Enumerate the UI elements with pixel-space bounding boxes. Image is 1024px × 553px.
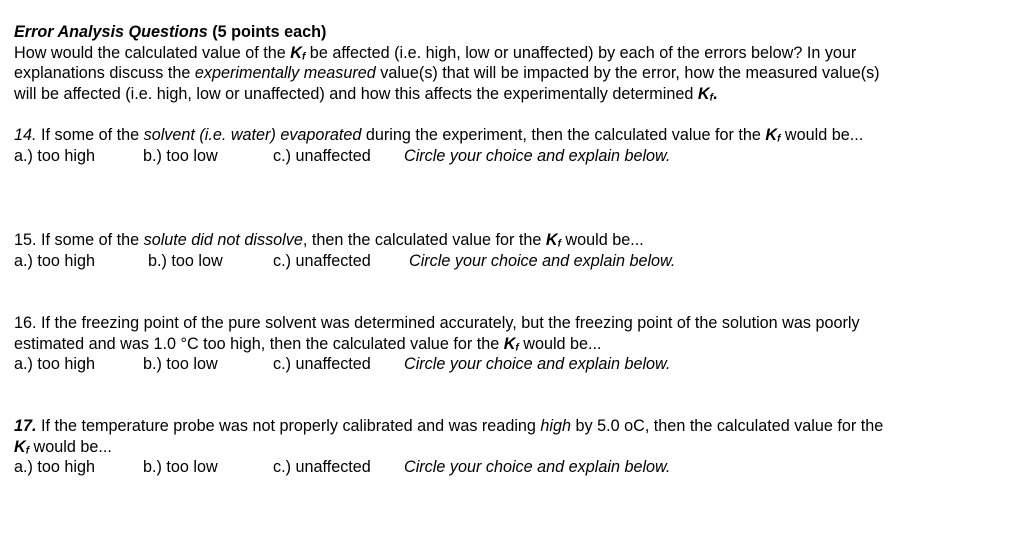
kf-symbol: $K_f$ bbox=[503, 334, 519, 353]
question-16-text-line-2: estimated and was 1.0 °C too high, then the calculated value for the $K_f$ would be... bbox=[14, 334, 602, 353]
choice-too-low[interactable]: b.) too low bbox=[143, 458, 218, 476]
kf-symbol: $K_f$ bbox=[545, 231, 561, 250]
choice-too-high[interactable]: a.) too high bbox=[14, 251, 95, 270]
intro-section bbox=[14, 22, 1014, 104]
choice-instruction: Circle your choice and explain below. bbox=[404, 458, 671, 476]
choice-unaffected[interactable]: c.) unaffected bbox=[273, 458, 371, 476]
choice-instruction: Circle your choice and explain below. bbox=[404, 146, 671, 165]
choice-too-high[interactable]: a.) too high bbox=[14, 458, 95, 476]
question-15-text: 15. If some of the solute did not dissolve, then the calculated value for the $K_f$ would be... bbox=[14, 231, 644, 250]
intro-line-1: How would the calculated value of the $K_f$ be affected (i.e. high, low or unaffected) by each of the errors below? In your bbox=[14, 43, 857, 62]
choice-unaffected[interactable]: c.) unaffected bbox=[273, 146, 371, 165]
question-15 bbox=[14, 230, 1014, 271]
choice-instruction: Circle your choice and explain below. bbox=[404, 355, 671, 373]
choice-too-low[interactable]: b.) too low bbox=[143, 146, 218, 165]
choice-unaffected[interactable]: c.) unaffected bbox=[273, 251, 371, 270]
choice-too-high[interactable]: a.) too high bbox=[14, 146, 95, 165]
question-17-choices bbox=[14, 457, 1014, 478]
kf-symbol: $K_f$ bbox=[290, 43, 306, 62]
choice-too-high[interactable]: a.) too high bbox=[14, 355, 95, 373]
heading-title: Error Analysis Questions bbox=[14, 23, 208, 41]
intro-line-3: will be affected (i.e. high, low or unaffected) and how this affects the experimentally determined $K_f$. bbox=[14, 84, 718, 103]
choice-too-low[interactable]: b.) too low bbox=[143, 355, 218, 373]
question-17 bbox=[14, 416, 1014, 478]
choice-unaffected[interactable]: c.) unaffected bbox=[273, 355, 371, 373]
question-15-choices bbox=[14, 251, 1014, 272]
choice-instruction: Circle your choice and explain below. bbox=[409, 251, 676, 270]
kf-symbol: $K_f$ bbox=[14, 437, 30, 456]
choice-too-low[interactable]: b.) too low bbox=[148, 251, 223, 270]
question-14-text: 14. If some of the solvent (i.e. water) evaporated during the experiment, then the calculated value for the $K_f$ would be... bbox=[14, 126, 864, 145]
intro-line-2: explanations discuss the experimentally measured value(s) that will be impacted by the error, how the measured value(s) bbox=[14, 64, 880, 82]
section-heading bbox=[14, 22, 1014, 43]
question-16-choices bbox=[14, 354, 1014, 375]
kf-symbol: $K_f$ bbox=[765, 126, 781, 145]
heading-points: (5 points each) bbox=[207, 23, 327, 41]
question-14 bbox=[14, 125, 1014, 166]
question-17-text-line-1: 17. If the temperature probe was not properly calibrated and was reading high by 5.0 oC, then the calculated value for the bbox=[14, 417, 884, 435]
question-16 bbox=[14, 313, 1014, 375]
kf-symbol: $K_f$ bbox=[697, 84, 713, 103]
question-16-text-line-1: 16. If the freezing point of the pure solvent was determined accurately, but the freezing point of the solution was poorly bbox=[14, 314, 860, 332]
question-14-choices bbox=[14, 146, 1014, 167]
question-17-text-line-2: $K_f$ would be... bbox=[14, 437, 112, 456]
